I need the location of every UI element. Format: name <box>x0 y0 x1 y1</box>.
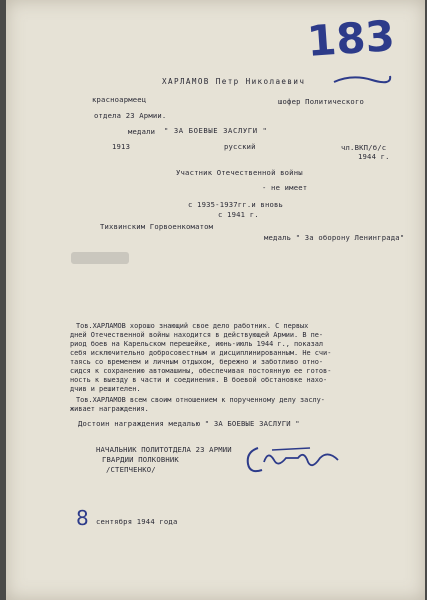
conclusion: Достоин награждения медалью " ЗА БОЕВЫЕ ЗАСЛУГИ " <box>78 419 300 428</box>
previous-award: медаль " За оборону Ленинграда" <box>264 233 405 242</box>
citation-line: Тов.ХАРЛАМОВ хорошо знающий свое дело работник. С первых <box>76 322 309 330</box>
citation-line: живает награждения. <box>70 405 149 413</box>
signature-name: /СТЕПЧЕНКО/ <box>106 465 156 474</box>
awardee-rank: красноармеец <box>92 95 147 104</box>
date-rest: сентября 1944 года <box>96 517 178 526</box>
award-name: " ЗА БОЕВЫЕ ЗАСЛУГИ " <box>164 126 268 135</box>
citation-line: таясь со временем и личным отдыхом, бережно и заботливо отно- <box>70 358 324 366</box>
awardee-name: ХАРЛАМОВ Петр Николаевич <box>162 77 306 86</box>
citation-line: ность к выезду в части и соединения. В боевой обстановке нахо- <box>70 376 328 384</box>
handwritten-signature <box>238 440 348 480</box>
signature-title-1: НАЧАЛЬНИК ПОЛИТОТДЕЛА 23 АРМИИ <box>96 445 232 454</box>
date-day: 8 <box>76 506 89 530</box>
award-prefix: медали <box>128 127 156 136</box>
party-year: 1944 г. <box>358 152 390 161</box>
nationality: русский <box>224 142 256 151</box>
citation-line: себя исключительно добросовестным и дисциплинированным. Не счи- <box>70 349 332 357</box>
wounds: - не имеет <box>262 183 308 192</box>
page-number-underline <box>332 72 392 88</box>
signature-title-2: ГВАРДИИ ПОЛКОВНИК <box>102 455 179 464</box>
war-participant: Участник Отечественной войны <box>176 168 303 177</box>
document-page <box>6 0 425 600</box>
citation-line: дней Отечественной войны находится в действующей Армии. В пе- <box>70 331 324 339</box>
awardee-position: шофер Политического <box>278 97 365 106</box>
page-number: 183 <box>305 11 397 66</box>
party-membership: чл.ВКП/б/с <box>341 143 387 152</box>
service-since-2: с 1941 г. <box>218 210 259 219</box>
service-since: с 1935-1937гг.и вновь <box>188 200 284 209</box>
redacted-mark <box>71 252 129 264</box>
citation-line: сидся к сохранению автомашины, обеспечивая постоянную ее готов- <box>70 367 332 375</box>
citation-line: дчив и решителен. <box>70 385 141 393</box>
called-by: Тихвинским Горвоенкоматом <box>100 222 214 231</box>
awardee-unit: отдела 23 Армии. <box>94 111 167 120</box>
citation-line: Тов.ХАРЛАМОВ всем своим отношением к порученному делу заслу- <box>76 396 325 404</box>
citation-line: риод боев на Карельском перешейке, июнь-июль 1944 г., показал <box>70 340 324 348</box>
birth-year: 1913 <box>112 142 131 151</box>
